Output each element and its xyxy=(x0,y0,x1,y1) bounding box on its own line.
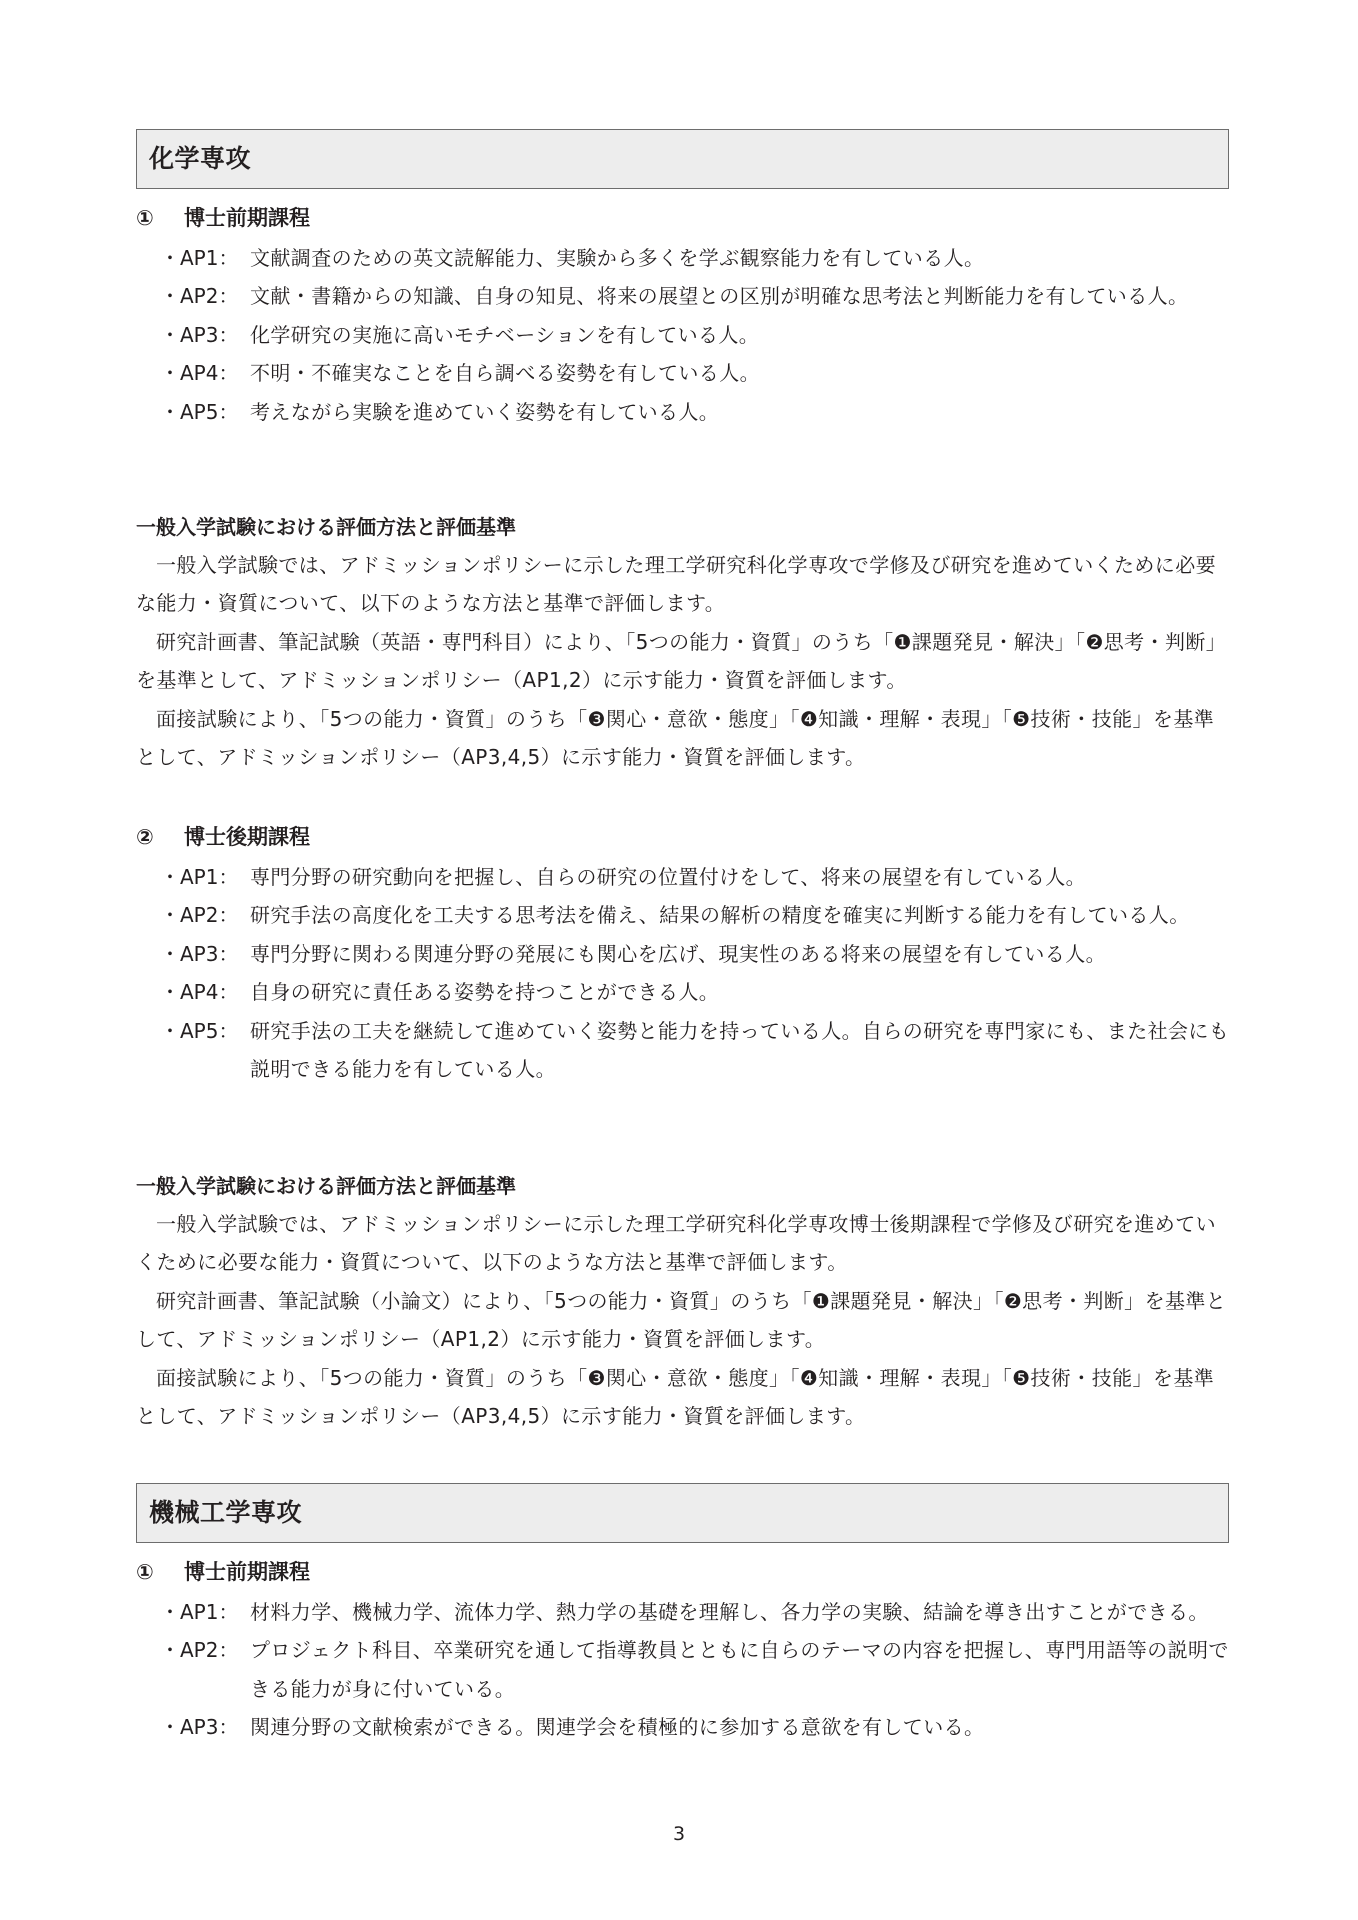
ap-item xyxy=(160,277,1235,315)
evaluation-heading: 一般入学試験における評価方法と評価基準 xyxy=(136,515,516,539)
ap-item xyxy=(160,1708,1235,1746)
ap-key: ・AP4： xyxy=(160,361,239,386)
program-number: ① xyxy=(136,1560,154,1584)
ap-item xyxy=(160,239,1235,277)
program-title: 博士後期課程 xyxy=(184,825,310,849)
ap-key: ・AP1： xyxy=(160,246,239,270)
ap-item xyxy=(160,393,1235,431)
ap-item xyxy=(160,1593,1235,1631)
ap-text: 専門分野に関わる関連分野の発展にも関心を広げ、現実性のある将来の展望を有している人。 xyxy=(250,941,1106,966)
ap-key: ・AP5： xyxy=(160,1018,239,1043)
program-title: 博士前期課程 xyxy=(184,1560,310,1584)
ap-list xyxy=(160,239,1235,431)
ap-list xyxy=(160,858,1235,1088)
ap-text: 化学研究の実施に高いモチベーションを有している人。 xyxy=(250,322,760,347)
program-number: ② xyxy=(136,825,154,849)
ap-text: 自身の研究に責任ある姿勢を持つことができる人。 xyxy=(250,980,720,1005)
evaluation-body xyxy=(136,546,1229,776)
ap-key: ・AP1： xyxy=(160,865,239,889)
ap-item xyxy=(160,316,1235,354)
evaluation-paragraph: 一般入学試験では、アドミッションポリシーに示した理工学研究科化学専攻博士後期課程で学修及び研究を進めていくために必要な能力・資質について、以下のような方法と基準で評価します。 xyxy=(136,1212,1216,1275)
ap-item xyxy=(160,935,1235,973)
evaluation-body xyxy=(136,1205,1229,1435)
ap-key: ・AP5： xyxy=(160,399,239,424)
ap-list xyxy=(160,1593,1235,1747)
program-title: 博士前期課程 xyxy=(184,206,310,230)
ap-text: 研究手法の工夫を継続して進めていく姿勢と能力を持っている人。自らの研究を専門家にも、また社会にも説明できる能力を有している人。 xyxy=(250,1018,1230,1082)
ap-item xyxy=(160,858,1235,896)
section-title-mechanical-engineering: 機械工学専攻 xyxy=(136,1483,1229,1543)
ap-text: プロジェクト科目、卒業研究を通して指導教員とともに自らのテーマの内容を把握し、専門用語等の説明できる能力が身に付いている。 xyxy=(250,1638,1229,1701)
program-heading xyxy=(136,203,310,233)
ap-item xyxy=(160,1631,1235,1708)
ap-text: 文献調査のための英文読解能力、実験から多くを学ぶ観察能力を有している人。 xyxy=(250,246,985,270)
ap-text: 関連分野の文献検索ができる。関連学会を積極的に参加する意欲を有している。 xyxy=(250,1715,985,1740)
ap-item xyxy=(160,354,1235,392)
ap-text: 専門分野の研究動向を把握し、自らの研究の位置付けをして、将来の展望を有している人。 xyxy=(250,865,1086,889)
ap-key: ・AP3： xyxy=(160,941,239,966)
ap-key: ・AP3： xyxy=(160,322,239,347)
ap-key: ・AP2： xyxy=(160,1638,239,1663)
program-heading xyxy=(136,822,310,852)
program-number: ① xyxy=(136,206,154,230)
ap-text: 文献・書籍からの知識、自身の知見、将来の展望との区別が明確な思考法と判断能力を有している人。 xyxy=(250,284,1189,309)
ap-text: 考えながら実験を進めていく姿勢を有している人。 xyxy=(250,399,720,424)
evaluation-paragraph: 研究計画書、筆記試験（英語・専門科目）により、「5つの能力・資質」のうち「❶課題発見・解決」「❷思考・判断」を基準として、アドミッションポリシー（AP1,2）に示す能力・資質を評価します。 xyxy=(136,629,1227,693)
evaluation-heading: 一般入学試験における評価方法と評価基準 xyxy=(136,1174,516,1198)
evaluation-paragraph: 研究計画書、筆記試験（小論文）により、「5つの能力・資質」のうち「❶課題発見・解決」「❷思考・判断」を基準として、アドミッションポリシー（AP1,2）に示す能力・資質を評価します。 xyxy=(136,1288,1227,1352)
page-number: 3 xyxy=(672,1823,686,1845)
evaluation-paragraph: 面接試験により、「5つの能力・資質」のうち「❸関心・意欲・態度」「❹知識・理解・表現」「❺技術・技能」を基準として、アドミッションポリシー（AP3,4,5）に示す能力・資質を評価します。 xyxy=(136,1365,1215,1429)
ap-text: 材料力学、機械力学、流体力学、熱力学の基礎を理解し、各力学の実験、結論を導き出すことができる。 xyxy=(250,1600,1209,1624)
ap-key: ・AP2： xyxy=(160,284,239,309)
ap-key: ・AP4： xyxy=(160,980,239,1005)
ap-item xyxy=(160,896,1235,934)
ap-key: ・AP3： xyxy=(160,1715,239,1740)
section-title-chemistry: 化学専攻 xyxy=(136,129,1229,189)
ap-text: 研究手法の高度化を工夫する思考法を備え、結果の解析の精度を確実に判断する能力を有している人。 xyxy=(250,903,1190,928)
ap-item xyxy=(160,973,1235,1011)
program-heading xyxy=(136,1557,310,1587)
ap-key: ・AP2： xyxy=(160,903,239,928)
evaluation-paragraph: 面接試験により、「5つの能力・資質」のうち「❸関心・意欲・態度」「❹知識・理解・表現」「❺技術・技能」を基準として、アドミッションポリシー（AP3,4,5）に示す能力・資質を評価します。 xyxy=(136,706,1215,770)
ap-item xyxy=(160,1012,1235,1089)
evaluation-paragraph: 一般入学試験では、アドミッションポリシーに示した理工学研究科化学専攻で学修及び研究を進めていくために必要な能力・資質について、以下のような方法と基準で評価します。 xyxy=(136,553,1216,616)
ap-text: 不明・不確実なことを自ら調べる姿勢を有している人。 xyxy=(250,361,760,386)
ap-key: ・AP1： xyxy=(160,1600,239,1624)
